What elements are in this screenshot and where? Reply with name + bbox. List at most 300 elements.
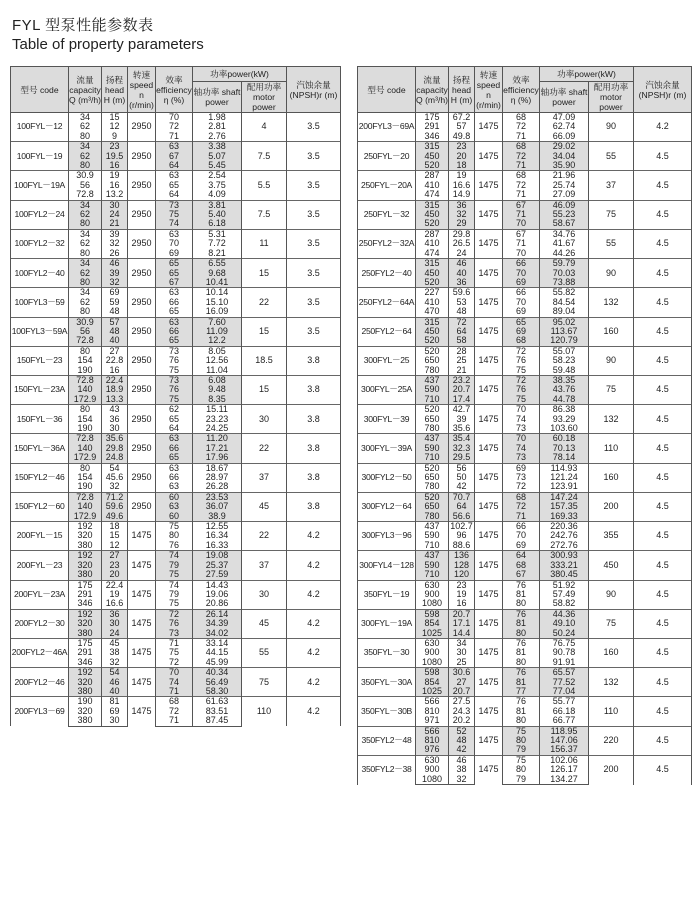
head-cell: 36 <box>449 278 475 288</box>
shaft-power-cell: 58.30 <box>193 687 242 697</box>
head-cell: 27 <box>449 678 475 687</box>
head-cell: 19 <box>449 590 475 599</box>
capacity-cell: 80 <box>69 307 102 317</box>
head-cell: 69 <box>102 707 128 716</box>
capacity-cell: 410 <box>416 239 449 248</box>
header-head: 扬程 head H (m) <box>102 67 128 113</box>
shaft-power-cell: 44.36 <box>540 609 589 619</box>
motor-power-cell: 200 <box>589 492 634 521</box>
motor-power-cell: 37 <box>242 551 287 580</box>
capacity-cell: 72.8 <box>69 434 102 444</box>
capacity-cell: 780 <box>416 424 449 434</box>
efficiency-cell: 68 <box>503 113 540 123</box>
table-row <box>11 638 341 648</box>
shaft-power-cell: 58.82 <box>540 599 589 609</box>
capacity-cell: 780 <box>416 366 449 376</box>
efficiency-cell: 80 <box>503 736 540 745</box>
speed-cell: 1475 <box>128 638 156 667</box>
shaft-power-cell: 19.08 <box>193 551 242 561</box>
head-cell: 52 <box>449 726 475 736</box>
efficiency-cell: 79 <box>156 561 193 570</box>
capacity-cell: 172.9 <box>69 453 102 463</box>
efficiency-cell: 68 <box>503 171 540 181</box>
shaft-power-cell: 55.07 <box>540 346 589 356</box>
capacity-cell: 437 <box>416 551 449 561</box>
efficiency-cell: 65 <box>156 453 193 463</box>
efficiency-cell: 70 <box>156 668 193 678</box>
npsh-cell: 4.2 <box>287 638 341 667</box>
efficiency-cell: 72 <box>156 609 193 619</box>
efficiency-cell: 74 <box>503 415 540 424</box>
capacity-cell: 34 <box>69 113 102 123</box>
head-cell: 46 <box>102 259 128 269</box>
shaft-power-cell: 33.14 <box>193 638 242 648</box>
head-cell: 18.9 <box>102 385 128 394</box>
shaft-power-cell: 90.78 <box>540 648 589 657</box>
head-cell: 53 <box>449 298 475 307</box>
motor-power-cell: 7.5 <box>242 142 287 171</box>
capacity-cell: 34 <box>69 229 102 239</box>
capacity-cell: 56 <box>69 181 102 190</box>
shaft-power-cell: 2.54 <box>193 171 242 181</box>
efficiency-cell: 67 <box>156 152 193 161</box>
shaft-power-cell: 86.38 <box>540 405 589 415</box>
head-cell: 40 <box>102 336 128 346</box>
efficiency-cell: 65 <box>503 317 540 327</box>
shaft-power-cell: 44.15 <box>193 648 242 657</box>
model-code-cell: 150FYL－36A <box>11 434 69 463</box>
capacity-cell: 1080 <box>416 599 449 609</box>
speed-cell: 1475 <box>475 229 503 258</box>
speed-cell: 1475 <box>475 405 503 434</box>
capacity-cell: 598 <box>416 609 449 619</box>
head-cell: 30 <box>449 648 475 657</box>
shaft-power-cell: 66.09 <box>540 132 589 142</box>
speed-cell: 1475 <box>128 668 156 697</box>
efficiency-cell: 63 <box>156 463 193 473</box>
head-cell: 32 <box>449 775 475 785</box>
capacity-cell: 80 <box>69 219 102 229</box>
capacity-cell: 320 <box>69 561 102 570</box>
efficiency-cell: 70 <box>503 219 540 229</box>
header-power: 功率power(kW) <box>193 67 287 82</box>
npsh-cell: 3.5 <box>287 142 341 171</box>
capacity-cell: 190 <box>69 697 102 707</box>
shaft-power-cell: 44.78 <box>540 395 589 405</box>
head-cell: 18 <box>449 161 475 171</box>
capacity-cell: 175 <box>416 113 449 123</box>
npsh-cell: 4.2 <box>287 668 341 697</box>
npsh-cell: 3.5 <box>287 317 341 346</box>
shaft-power-cell: 95.02 <box>540 317 589 327</box>
head-cell: 19 <box>102 171 128 181</box>
head-cell: 46 <box>449 259 475 269</box>
efficiency-cell: 70 <box>503 434 540 444</box>
npsh-cell: 4.5 <box>634 726 692 755</box>
head-cell: 24 <box>449 249 475 259</box>
head-cell: 23 <box>449 142 475 152</box>
head-cell: 38 <box>102 648 128 657</box>
head-cell: 26.5 <box>449 239 475 248</box>
model-code-cell: 150FYL2－46 <box>11 463 69 492</box>
npsh-cell: 3.5 <box>287 229 341 258</box>
shaft-power-cell: 77.52 <box>540 678 589 687</box>
efficiency-cell: 80 <box>503 765 540 774</box>
shaft-power-cell: 10.41 <box>193 278 242 288</box>
table-row <box>11 492 341 502</box>
npsh-cell: 4.5 <box>634 288 692 317</box>
efficiency-cell: 73 <box>156 375 193 385</box>
model-code-cell: 250FYL2－64A <box>358 288 416 317</box>
head-cell: 22.4 <box>102 580 128 590</box>
npsh-cell: 4.5 <box>634 200 692 229</box>
head-cell: 32 <box>102 482 128 492</box>
table-body-right <box>358 113 692 785</box>
head-cell: 29 <box>449 219 475 229</box>
efficiency-cell: 71 <box>503 132 540 142</box>
shaft-power-cell: 93.29 <box>540 415 589 424</box>
shaft-power-cell: 34.39 <box>193 619 242 628</box>
speed-cell: 1475 <box>475 522 503 551</box>
efficiency-cell: 76 <box>503 385 540 394</box>
efficiency-cell: 73 <box>503 424 540 434</box>
capacity-cell: 80 <box>69 463 102 473</box>
efficiency-cell: 63 <box>156 142 193 152</box>
table-row <box>358 142 692 152</box>
head-cell: 20 <box>449 152 475 161</box>
npsh-cell: 3.5 <box>287 171 341 200</box>
capacity-cell: 34 <box>69 259 102 269</box>
shaft-power-cell: 76.75 <box>540 638 589 648</box>
shaft-power-cell: 333.21 <box>540 561 589 570</box>
capacity-cell: 154 <box>69 415 102 424</box>
capacity-cell: 520 <box>416 161 449 171</box>
motor-power-cell: 200 <box>589 755 634 784</box>
head-cell: 36 <box>102 609 128 619</box>
efficiency-cell: 72 <box>503 122 540 131</box>
model-code-cell: 200FYL3－69A <box>358 113 416 142</box>
motor-power-cell: 37 <box>242 463 287 492</box>
header-shaft-power: 轴功率 shaft power <box>193 82 242 113</box>
shaft-power-cell: 118.95 <box>540 726 589 736</box>
shaft-power-cell: 16.09 <box>193 307 242 317</box>
npsh-cell: 3.8 <box>287 434 341 463</box>
capacity-cell: 34 <box>69 142 102 152</box>
shaft-power-cell: 23.53 <box>193 492 242 502</box>
head-cell: 26 <box>102 249 128 259</box>
efficiency-cell: 72 <box>156 122 193 131</box>
shaft-power-cell: 8.35 <box>193 395 242 405</box>
shaft-power-cell: 134.27 <box>540 775 589 785</box>
shaft-power-cell: 78.14 <box>540 453 589 463</box>
efficiency-cell: 76 <box>503 668 540 678</box>
capacity-cell: 520 <box>416 336 449 346</box>
efficiency-cell: 66 <box>156 327 193 336</box>
motor-power-cell: 75 <box>589 375 634 404</box>
capacity-cell: 380 <box>69 570 102 580</box>
head-cell: 81 <box>102 697 128 707</box>
head-cell: 56 <box>449 463 475 473</box>
model-code-cell: 150FYL2－60 <box>11 492 69 521</box>
motor-power-cell: 110 <box>242 697 287 726</box>
motor-power-cell: 90 <box>589 580 634 609</box>
shaft-power-cell: 38.9 <box>193 512 242 522</box>
efficiency-cell: 69 <box>503 278 540 288</box>
shaft-power-cell: 300.93 <box>540 551 589 561</box>
head-cell: 88.6 <box>449 541 475 551</box>
header-power: 功率power(kW) <box>540 67 634 82</box>
shaft-power-cell: 77.04 <box>540 687 589 697</box>
speed-cell: 2950 <box>128 229 156 258</box>
shaft-power-cell: 36.07 <box>193 502 242 511</box>
head-cell: 19 <box>449 171 475 181</box>
motor-power-cell: 5.5 <box>242 171 287 200</box>
capacity-cell: 30.9 <box>69 171 102 181</box>
shaft-power-cell: 73.88 <box>540 278 589 288</box>
model-code-cell: 100FYL－19 <box>11 142 69 171</box>
head-cell: 23 <box>449 580 475 590</box>
motor-power-cell: 37 <box>589 171 634 200</box>
speed-cell: 2950 <box>128 346 156 375</box>
efficiency-cell: 71 <box>156 716 193 726</box>
motor-power-cell: 7.5 <box>242 200 287 229</box>
efficiency-cell: 72 <box>503 482 540 492</box>
efficiency-cell: 73 <box>156 346 193 356</box>
head-cell: 136 <box>449 551 475 561</box>
header-efficiency: 效率 efficiency η (%) <box>503 67 540 113</box>
npsh-cell: 4.5 <box>634 346 692 375</box>
speed-cell: 1475 <box>475 434 503 463</box>
shaft-power-cell: 380.45 <box>540 570 589 580</box>
head-cell: 42 <box>449 745 475 755</box>
head-cell: 16 <box>102 161 128 171</box>
shaft-power-cell: 103.60 <box>540 424 589 434</box>
motor-power-cell: 4 <box>242 113 287 142</box>
head-cell: 48 <box>449 307 475 317</box>
head-cell: 50 <box>449 473 475 482</box>
capacity-cell: 80 <box>69 161 102 171</box>
efficiency-cell: 66 <box>156 298 193 307</box>
npsh-cell: 4.5 <box>634 522 692 551</box>
head-cell: 25 <box>449 356 475 365</box>
npsh-cell: 3.5 <box>287 288 341 317</box>
npsh-cell: 4.5 <box>634 492 692 521</box>
shaft-power-cell: 121.24 <box>540 473 589 482</box>
speed-cell: 1475 <box>128 609 156 638</box>
efficiency-cell: 76 <box>156 541 193 551</box>
model-code-cell: 200FYL－23 <box>11 551 69 580</box>
capacity-cell: 380 <box>69 541 102 551</box>
efficiency-cell: 75 <box>156 210 193 219</box>
table-row <box>358 726 692 736</box>
model-code-cell: 300FYL4－128 <box>358 551 416 580</box>
model-code-cell: 100FYL－19A <box>11 171 69 200</box>
capacity-cell: 474 <box>416 249 449 259</box>
model-code-cell: 300FYL－39A <box>358 434 416 463</box>
npsh-cell: 4.5 <box>634 551 692 580</box>
head-cell: 23 <box>102 142 128 152</box>
model-code-cell: 250FYL2－40 <box>358 259 416 288</box>
header-code: 型号 code <box>11 67 69 113</box>
efficiency-cell: 79 <box>156 590 193 599</box>
performance-table-right <box>357 66 692 785</box>
head-cell: 35.4 <box>449 434 475 444</box>
capacity-cell: 320 <box>69 678 102 687</box>
capacity-cell: 192 <box>69 522 102 532</box>
capacity-cell: 598 <box>416 668 449 678</box>
shaft-power-cell: 6.55 <box>193 259 242 269</box>
capacity-cell: 1080 <box>416 775 449 785</box>
capacity-cell: 810 <box>416 707 449 716</box>
efficiency-cell: 65 <box>156 181 193 190</box>
npsh-cell: 3.5 <box>287 113 341 142</box>
efficiency-cell: 70 <box>156 113 193 123</box>
capacity-cell: 62 <box>69 122 102 131</box>
speed-cell: 2950 <box>128 288 156 317</box>
capacity-cell: 287 <box>416 171 449 181</box>
table-row <box>11 288 341 298</box>
efficiency-cell: 76 <box>503 609 540 619</box>
npsh-cell: 4.2 <box>634 113 692 142</box>
shaft-power-cell: 17.21 <box>193 444 242 453</box>
speed-cell: 2950 <box>128 142 156 171</box>
speed-cell: 1475 <box>475 317 503 346</box>
efficiency-cell: 80 <box>156 531 193 540</box>
table-row <box>358 638 692 648</box>
head-cell: 32 <box>102 239 128 248</box>
shaft-power-cell: 29.02 <box>540 142 589 152</box>
shaft-power-cell: 58.23 <box>540 356 589 365</box>
capacity-cell: 190 <box>69 366 102 376</box>
header-head: 扬程 head H (m) <box>449 67 475 113</box>
efficiency-cell: 64 <box>503 551 540 561</box>
capacity-cell: 320 <box>69 707 102 716</box>
npsh-cell: 4.5 <box>634 697 692 726</box>
efficiency-cell: 81 <box>503 678 540 687</box>
model-code-cell: 200FYL3－69 <box>11 697 69 726</box>
npsh-cell: 4.2 <box>287 551 341 580</box>
efficiency-cell: 72 <box>503 152 540 161</box>
head-cell: 39 <box>449 415 475 424</box>
efficiency-cell: 63 <box>156 482 193 492</box>
capacity-cell: 154 <box>69 473 102 482</box>
motor-power-cell: 15 <box>242 259 287 288</box>
efficiency-cell: 80 <box>503 658 540 668</box>
shaft-power-cell: 19.06 <box>193 590 242 599</box>
shaft-power-cell: 147.24 <box>540 492 589 502</box>
table-row <box>358 375 692 385</box>
speed-cell: 1475 <box>475 200 503 229</box>
shaft-power-cell: 65.57 <box>540 668 589 678</box>
speed-cell: 1475 <box>475 259 503 288</box>
capacity-cell: 520 <box>416 278 449 288</box>
model-code-cell: 100FYL－12 <box>11 113 69 142</box>
head-cell: 120 <box>449 570 475 580</box>
motor-power-cell: 22 <box>242 434 287 463</box>
capacity-cell: 520 <box>416 219 449 229</box>
speed-cell: 1475 <box>475 551 503 580</box>
shaft-power-cell: 24.25 <box>193 424 242 434</box>
capacity-cell: 810 <box>416 736 449 745</box>
head-cell: 20.7 <box>449 385 475 394</box>
efficiency-cell: 73 <box>156 200 193 210</box>
speed-cell: 2950 <box>128 113 156 142</box>
head-cell: 16 <box>449 599 475 609</box>
shaft-power-cell: 6.08 <box>193 375 242 385</box>
speed-cell: 1475 <box>128 580 156 609</box>
motor-power-cell: 132 <box>589 405 634 434</box>
table-row <box>358 200 692 210</box>
capacity-cell: 566 <box>416 697 449 707</box>
head-cell: 32 <box>102 658 128 668</box>
head-cell: 20 <box>102 570 128 580</box>
efficiency-cell: 71 <box>503 512 540 522</box>
head-cell: 29.8 <box>102 444 128 453</box>
shaft-power-cell: 70.03 <box>540 269 589 278</box>
speed-cell: 2950 <box>128 492 156 521</box>
npsh-cell: 4.5 <box>634 580 692 609</box>
head-cell: 72 <box>449 317 475 327</box>
capacity-cell: 971 <box>416 716 449 726</box>
model-code-cell: 200FYL2－30 <box>11 609 69 638</box>
efficiency-cell: 71 <box>503 190 540 200</box>
capacity-cell: 380 <box>69 629 102 639</box>
efficiency-cell: 70 <box>503 269 540 278</box>
efficiency-cell: 76 <box>503 356 540 365</box>
table-row <box>358 346 692 356</box>
capacity-cell: 315 <box>416 259 449 269</box>
npsh-cell: 3.8 <box>287 375 341 404</box>
shaft-power-cell: 59.48 <box>540 366 589 376</box>
table-row <box>358 755 692 765</box>
model-code-cell: 250FYL－20 <box>358 142 416 171</box>
shaft-power-cell: 83.51 <box>193 707 242 716</box>
shaft-power-cell: 91.91 <box>540 658 589 668</box>
head-cell: 46 <box>449 755 475 765</box>
head-cell: 17.4 <box>449 395 475 405</box>
capacity-cell: 450 <box>416 152 449 161</box>
head-cell: 40 <box>102 687 128 697</box>
capacity-cell: 1025 <box>416 687 449 697</box>
efficiency-cell: 75 <box>156 366 193 376</box>
efficiency-cell: 71 <box>156 132 193 142</box>
model-code-cell: 350FYL－30B <box>358 697 416 726</box>
shaft-power-cell: 8.21 <box>193 249 242 259</box>
capacity-cell: 380 <box>69 716 102 726</box>
efficiency-cell: 76 <box>503 638 540 648</box>
model-code-cell: 150FYL－23 <box>11 346 69 375</box>
header-capacity: 流量 capacity Q (m³/h) <box>416 67 449 113</box>
efficiency-cell: 66 <box>503 288 540 298</box>
table-row <box>11 113 341 123</box>
head-cell: 12 <box>102 541 128 551</box>
model-code-cell: 250FYL2－32A <box>358 229 416 258</box>
efficiency-cell: 70 <box>503 249 540 259</box>
table-row <box>11 522 341 532</box>
shaft-power-cell: 21.96 <box>540 171 589 181</box>
shaft-power-cell: 45.99 <box>193 658 242 668</box>
npsh-cell: 3.5 <box>287 200 341 229</box>
model-code-cell: 150FYL－23A <box>11 375 69 404</box>
capacity-cell: 80 <box>69 346 102 356</box>
speed-cell: 1475 <box>475 113 503 142</box>
shaft-power-cell: 55.82 <box>540 288 589 298</box>
efficiency-cell: 74 <box>156 551 193 561</box>
speed-cell: 2950 <box>128 405 156 434</box>
speed-cell: 1475 <box>475 668 503 697</box>
table-row <box>11 580 341 590</box>
efficiency-cell: 72 <box>156 707 193 716</box>
